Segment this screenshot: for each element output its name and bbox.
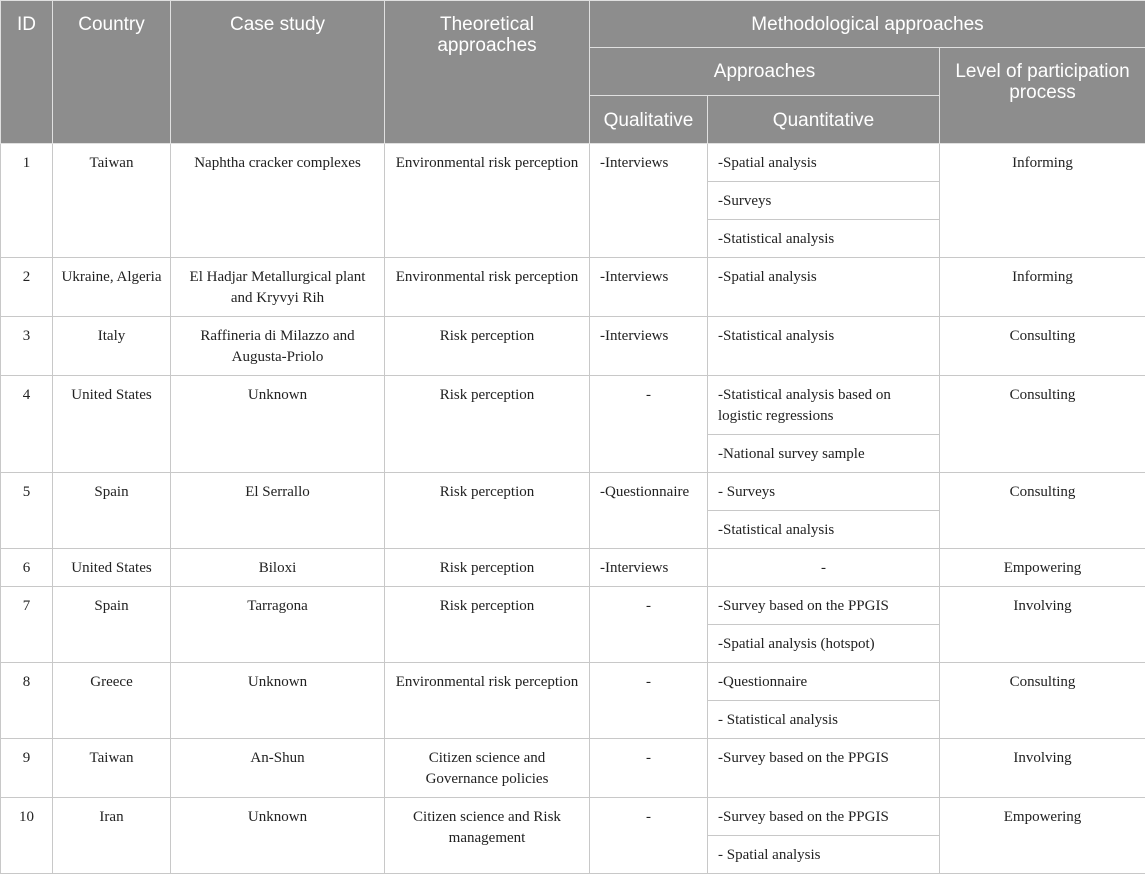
cell-qualitative: -Questionnaire [590,473,708,549]
cell-id: 3 [1,317,53,376]
cell-country: United States [53,549,171,587]
table-row [1,144,1145,182]
table-row [1,549,1145,587]
cell-level: Consulting [940,473,1145,549]
cell-qualitative: - [590,587,708,663]
cell-quantitative: - Statistical analysis [708,701,940,739]
header-theoretical-approaches: Theoretical approaches [385,1,590,144]
cell-theoretical: Risk perception [385,317,590,376]
cell-qualitative: -Interviews [590,258,708,317]
cell-id: 7 [1,587,53,663]
cell-theoretical: Risk perception [385,549,590,587]
cell-quantitative: -Survey based on the PPGIS [708,739,940,798]
cell-id: 8 [1,663,53,739]
cell-theoretical: Citizen science and Governance policies [385,739,590,798]
cell-theoretical: Risk perception [385,473,590,549]
cell-case-study: Unknown [171,376,385,473]
header-level-of-participation: Level of participation process [940,48,1145,144]
header-case-study: Case study [171,1,385,144]
cell-quantitative: - Spatial analysis [708,836,940,874]
cell-quantitative: -Spatial analysis [708,144,940,182]
cell-level: Informing [940,144,1145,258]
cell-country: Taiwan [53,739,171,798]
cell-id: 1 [1,144,53,258]
cell-case-study: Naphtha cracker complexes [171,144,385,258]
cell-level: Consulting [940,663,1145,739]
cell-country: United States [53,376,171,473]
cell-country: Taiwan [53,144,171,258]
cell-country: Spain [53,473,171,549]
cell-quantitative: -Spatial analysis [708,258,940,317]
table-row [1,798,1145,836]
cell-quantitative: - [708,549,940,587]
cell-case-study: El Serrallo [171,473,385,549]
cell-quantitative: -National survey sample [708,435,940,473]
cell-country: Italy [53,317,171,376]
header-id: ID [1,1,53,144]
cell-theoretical: Environmental risk perception [385,663,590,739]
cell-theoretical: Risk perception [385,587,590,663]
cell-case-study: Tarragona [171,587,385,663]
cell-id: 4 [1,376,53,473]
cell-quantitative: -Statistical analysis [708,511,940,549]
cell-qualitative: - [590,798,708,874]
cell-qualitative: -Interviews [590,549,708,587]
cell-theoretical: Environmental risk perception [385,144,590,258]
cell-quantitative: -Survey based on the PPGIS [708,587,940,625]
table-row [1,663,1145,701]
cell-level: Empowering [940,798,1145,874]
table-row [1,587,1145,625]
cell-level: Informing [940,258,1145,317]
cell-qualitative: - [590,739,708,798]
cell-id: 2 [1,258,53,317]
table-body [1,144,1145,874]
cell-level: Involving [940,739,1145,798]
cell-country: Ukraine, Algeria [53,258,171,317]
table-header [1,1,1145,144]
cell-country: Greece [53,663,171,739]
cell-country: Iran [53,798,171,874]
cell-qualitative: - [590,663,708,739]
table-row [1,473,1145,511]
cell-quantitative: -Statistical analysis [708,220,940,258]
cell-case-study: An-Shun [171,739,385,798]
cell-case-study: Unknown [171,798,385,874]
cell-level: Consulting [940,376,1145,473]
header-quantitative: Quantitative [708,96,940,144]
cell-qualitative: - [590,376,708,473]
cell-case-study: El Hadjar Metallurgical plant and Kryvyi Rih [171,258,385,317]
cell-quantitative: -Survey based on the PPGIS [708,798,940,836]
cell-quantitative: -Statistical analysis based on logistic regressions [708,376,940,435]
cell-level: Involving [940,587,1145,663]
table-row [1,317,1145,376]
cell-case-study: Raffineria di Milazzo and Augusta-Priolo [171,317,385,376]
table-row [1,739,1145,798]
cell-id: 6 [1,549,53,587]
cell-id: 9 [1,739,53,798]
header-qualitative: Qualitative [590,96,708,144]
cell-id: 10 [1,798,53,874]
cell-theoretical: Citizen science and Risk management [385,798,590,874]
cell-case-study: Biloxi [171,549,385,587]
cell-quantitative: -Questionnaire [708,663,940,701]
cell-level: Consulting [940,317,1145,376]
cell-theoretical: Environmental risk perception [385,258,590,317]
cell-quantitative: -Spatial analysis (hotspot) [708,625,940,663]
cell-quantitative: - Surveys [708,473,940,511]
cell-quantitative: -Statistical analysis [708,317,940,376]
cell-level: Empowering [940,549,1145,587]
table-row [1,376,1145,435]
header-country: Country [53,1,171,144]
header-approaches: Approaches [590,48,940,96]
table-row [1,258,1145,317]
header-methodological-approaches: Methodological approaches [590,1,1145,48]
cell-quantitative: -Surveys [708,182,940,220]
cell-qualitative: -Interviews [590,317,708,376]
cell-qualitative: -Interviews [590,144,708,258]
cell-id: 5 [1,473,53,549]
cell-country: Spain [53,587,171,663]
cell-case-study: Unknown [171,663,385,739]
cell-theoretical: Risk perception [385,376,590,473]
